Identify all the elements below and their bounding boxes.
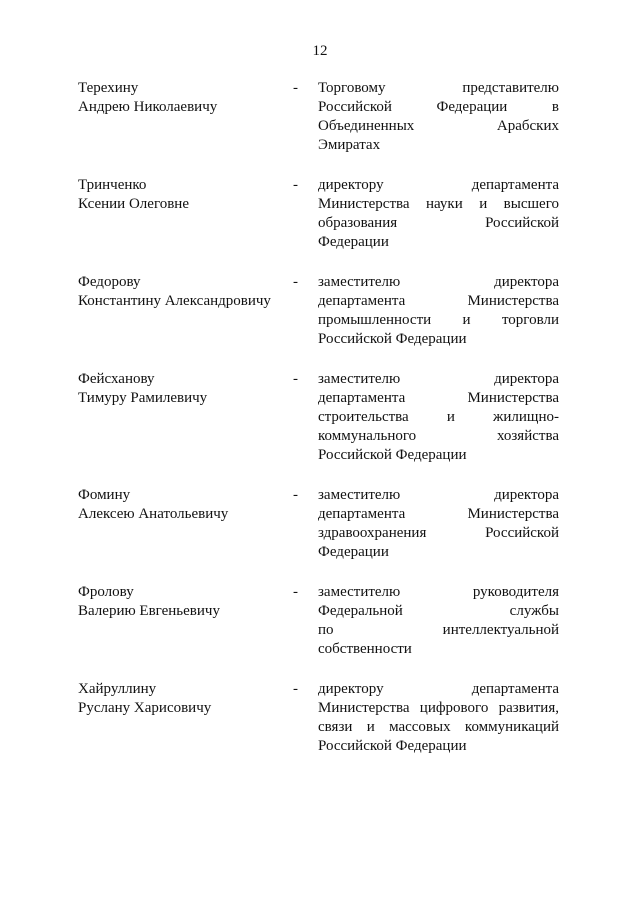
- separator-dash: -: [293, 681, 298, 697]
- position-line: Российской Федерации: [318, 331, 467, 347]
- position-title: [318, 680, 559, 756]
- position-line: департамента Министерства: [318, 506, 559, 522]
- surname: Фомину: [78, 487, 131, 503]
- person-name: [78, 176, 293, 214]
- position-line: Российской Федерации в: [318, 99, 559, 115]
- separator-dash: -: [293, 487, 298, 503]
- appointment-list: [0, 79, 640, 777]
- position-line: коммунального хозяйства: [318, 428, 559, 444]
- position-line: образования Российской: [318, 215, 559, 231]
- position-line: здравоохранения Российской: [318, 525, 559, 541]
- list-item: [0, 79, 640, 176]
- person-name: [78, 370, 293, 408]
- position-line: Российской Федерации: [318, 447, 467, 463]
- surname: Фролову: [78, 584, 134, 600]
- given-names: Ксении Олеговне: [78, 196, 189, 212]
- position-line: Эмиратах: [318, 137, 381, 153]
- list-item: [0, 273, 640, 370]
- position-line: Федерации: [318, 234, 389, 250]
- position-title: [318, 486, 559, 562]
- list-item: [0, 370, 640, 486]
- position-line: заместителю руководителя: [318, 584, 559, 600]
- given-names: Константину Александровичу: [78, 293, 271, 309]
- position-line: Федеральной службы: [318, 603, 559, 619]
- surname: Хайруллину: [78, 681, 157, 697]
- position-line: департамента Министерства: [318, 293, 559, 309]
- position-title: [318, 176, 559, 252]
- position-line: Российской Федерации: [318, 738, 467, 754]
- person-name: [78, 273, 293, 311]
- position-line: Объединенных Арабских: [318, 118, 559, 134]
- separator-dash: -: [293, 274, 298, 290]
- given-names: Алексею Анатольевичу: [78, 506, 229, 522]
- position-line: директору департамента: [318, 177, 559, 193]
- list-item: [0, 680, 640, 777]
- position-title: [318, 370, 559, 465]
- person-name: [78, 583, 293, 621]
- position-line: Министерства науки и высшего: [318, 196, 559, 212]
- separator-dash: -: [293, 177, 298, 193]
- list-item: [0, 486, 640, 583]
- given-names: Тимуру Рамилевичу: [78, 390, 208, 406]
- given-names: Валерию Евгеньевичу: [78, 603, 220, 619]
- position-title: [318, 273, 559, 349]
- person-name: [78, 486, 293, 524]
- position-line: Министерства цифрового развития,: [318, 700, 559, 716]
- position-line: департамента Министерства: [318, 390, 559, 406]
- person-name: [78, 79, 293, 117]
- position-line: связи и массовых коммуникаций: [318, 719, 559, 735]
- position-line: директору департамента: [318, 681, 559, 697]
- surname: Тринченко: [78, 177, 147, 193]
- position-line: промышленности и торговли: [318, 312, 559, 328]
- person-name: [78, 680, 293, 718]
- position-line: по интеллектуальной: [318, 622, 559, 638]
- position-title: [318, 79, 559, 155]
- position-line: собственности: [318, 641, 412, 657]
- position-line: заместителю директора: [318, 371, 559, 387]
- surname: Федорову: [78, 274, 141, 290]
- separator-dash: -: [293, 584, 298, 600]
- position-line: заместителю директора: [318, 487, 559, 503]
- position-line: строительства и жилищно-: [318, 409, 559, 425]
- given-names: Андрею Николаевичу: [78, 99, 218, 115]
- separator-dash: -: [293, 371, 298, 387]
- page-number: 12: [312, 43, 328, 59]
- list-item: [0, 176, 640, 273]
- surname: Терехину: [78, 80, 139, 96]
- position-line: заместителю директора: [318, 274, 559, 290]
- position-title: [318, 583, 559, 659]
- separator-dash: -: [293, 80, 298, 96]
- list-item: [0, 583, 640, 680]
- given-names: Руслану Харисовичу: [78, 700, 212, 716]
- position-line: Торговому представителю: [318, 80, 559, 96]
- position-line: Федерации: [318, 544, 389, 560]
- surname: Фейсханову: [78, 371, 155, 387]
